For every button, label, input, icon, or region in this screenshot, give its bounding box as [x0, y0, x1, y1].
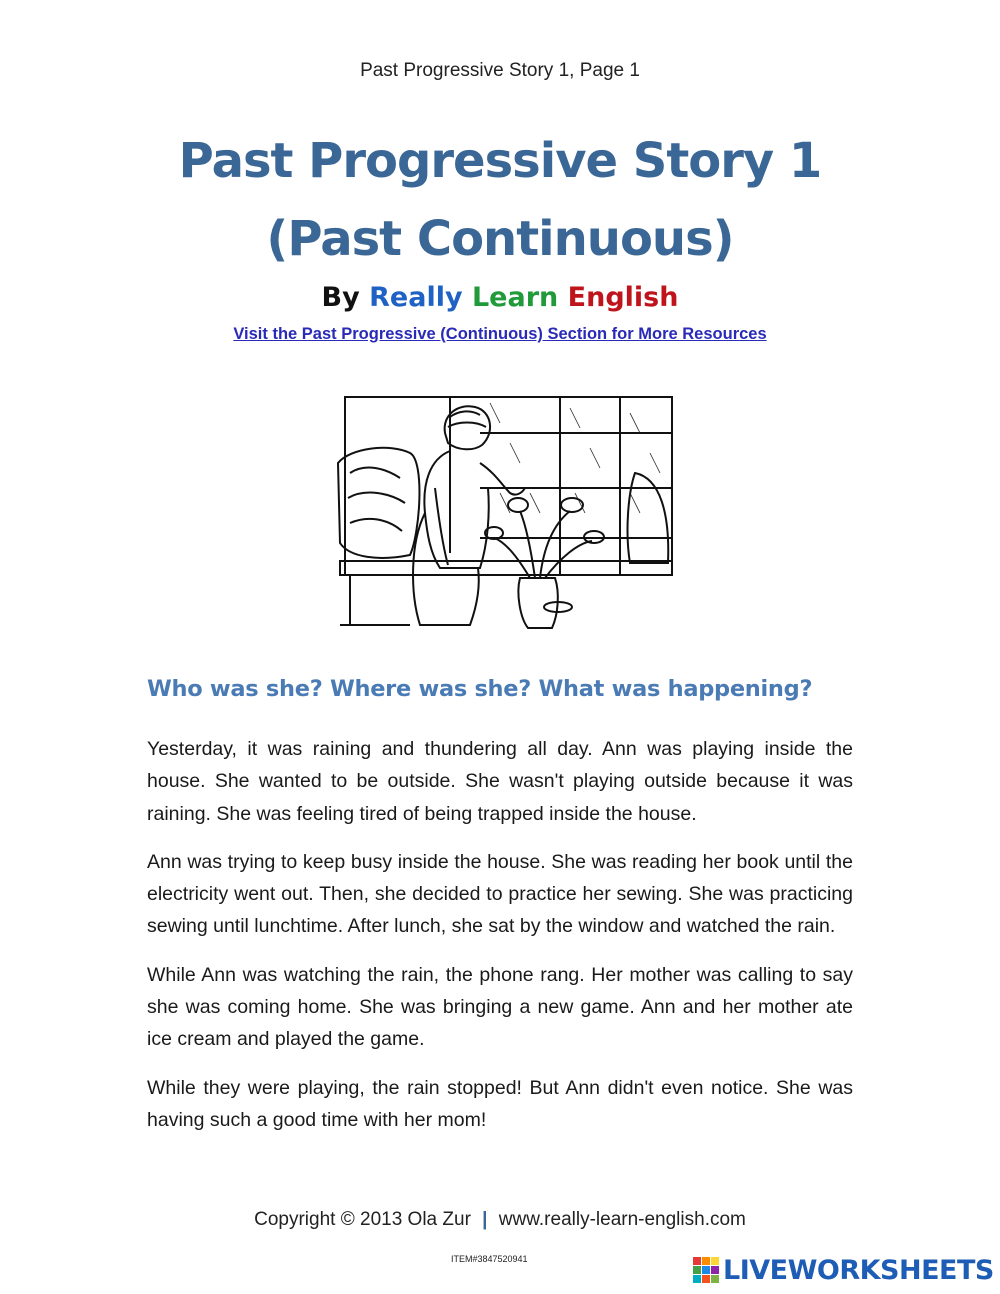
story-body: [147, 733, 853, 1152]
logo-tile-4: [702, 1266, 710, 1274]
byline: [0, 282, 1000, 313]
story-paragraph-4: While they were playing, the rain stopped! But Ann didn't even notice. She was having such a good time with her mom!: [147, 1076, 853, 1131]
section-question: Who was she? Where was she? What was happening?: [147, 676, 813, 702]
byline-english: English: [567, 282, 679, 313]
girl-at-window-illustration: [330, 393, 675, 633]
logo-tile-8: [711, 1275, 719, 1283]
title-line-2: (Past Continuous): [266, 211, 734, 267]
page-title: [0, 122, 1000, 278]
logo-tile-3: [693, 1266, 701, 1274]
byline-learn: Learn: [471, 282, 559, 313]
resources-link[interactable]: Visit the Past Progressive (Continuous) Section for More Resources: [233, 325, 767, 343]
footer-website[interactable]: www.really-learn-english.com: [498, 1209, 746, 1230]
footer-copyright: Copyright © 2013 Ola Zur: [254, 1209, 471, 1230]
title-line-1: Past Progressive Story 1: [178, 133, 822, 189]
footer: [0, 1209, 1000, 1231]
logo-tile-5: [711, 1266, 719, 1274]
liveworksheets-wordmark: LIVEWORKSHEETS: [723, 1254, 994, 1286]
logo-tile-0: [693, 1257, 701, 1265]
logo-tile-6: [693, 1275, 701, 1283]
liveworksheets-logo[interactable]: [693, 1254, 994, 1286]
logo-tile-7: [702, 1275, 710, 1283]
liveworksheets-grid-icon: [693, 1257, 719, 1283]
logo-tile-1: [702, 1257, 710, 1265]
page-header: Past Progressive Story 1, Page 1: [360, 60, 640, 81]
story-paragraph-1: Yesterday, it was raining and thundering all day. Ann was playing inside the house. She wanted to be outside. She wasn't playing outside because it was raining. She was feeling tired of being trapped inside the house.: [147, 738, 853, 825]
footer-separator: |: [482, 1209, 488, 1230]
logo-tile-2: [711, 1257, 719, 1265]
byline-by: By: [321, 282, 360, 313]
story-paragraph-3: While Ann was watching the rain, the phone rang. Her mother was calling to say she was coming home. She was bringing a new game. Ann and her mother ate ice cream and played the game.: [147, 963, 853, 1051]
byline-really: Really: [369, 282, 463, 313]
item-id: ITEM#3847520941: [451, 1254, 528, 1264]
story-paragraph-2: Ann was trying to keep busy inside the house. She was reading her book until the electricity went out. Then, she decided to practice her sewing. She was practicing sewing until lunchtime. After lunch, she sat by the window and watched the rain.: [147, 850, 853, 938]
